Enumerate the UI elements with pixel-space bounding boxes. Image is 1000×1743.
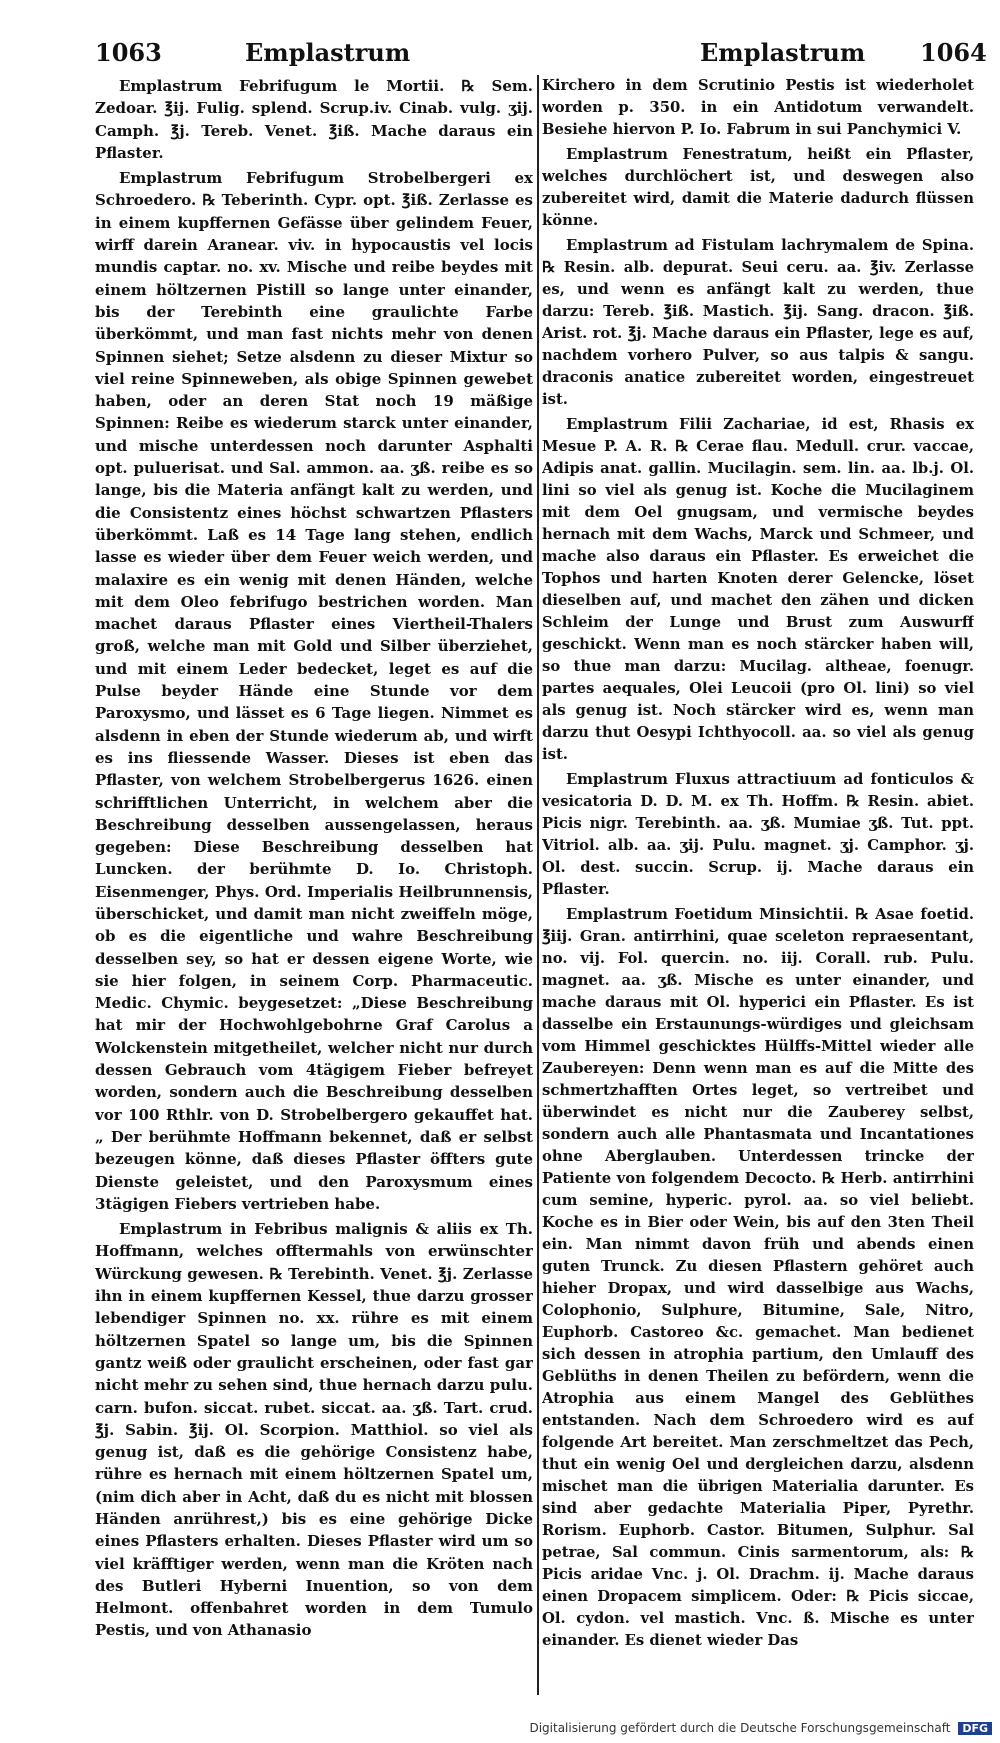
page-number-right: 1064 [920, 38, 987, 67]
page-number-left: 1063 [95, 38, 162, 67]
entry-paragraph: Emplastrum Febrifugum le Mortii. ℞ Sem. Zedoar. ℥ij. Fulig. splend. Scrup.iv. Cinab. vulg. ʒij. Camph. ℥j. Tereb. Venet. ℥iß. Mache daraus ein Pflaster. [95, 77, 533, 162]
running-title-left: Emplastrum [245, 38, 411, 67]
digitization-credit [529, 1721, 992, 1735]
dfg-logo: DFG [958, 1722, 992, 1735]
entry-paragraph: Emplastrum Foetidum Minsichtii. ℞ Asae foetid. ℥iij. Gran. antirrhini, quae sceleton repraesentant, no. vij. Fol. quercin. no. iij. Corall. rub. Pulu. magnet. aa. ʒß. Mische es unter einander, und mache daraus mit Ol. hyperici ein Pflaster. Es ist dasselbe ein Erstaunungs-würdiges und gleichsam vom Himmel geschicktes Hülffs-Mittel wieder alle Zaubereyen: Denn wenn man es auf die Mitte des schmertzhafften Ortes leget, so vertreibet und überwindet es nicht nur die Zauberey selbst, sondern auch alle Phantasmata und Incantationes ohne Aberglauben. Unterdessen trincke der Patiente von folgendem Decocto. ℞ Herb. antirrhini cum semine, hyperic. pyrol. aa. so viel beliebt. Koche es in Bier oder Wein, bis auf den 3ten Theil ein. Man nimmt davon früh und abends einen guten Trunck. Zu diesen Pflastern gehöret auch hieher Dropax, und wird dasselbige aus Wachs, Colophonio, Sulphure, Bitumine, Sale, Nitro, Euphorb. Castoreo &c. gemachet. Man bedienet sich dessen in atrophia partium, den Umlauff des Geblüths in denen Theilen zu befördern, wenn die Atrophia aus einem Mangel des Geblüthes entstanden. Nach dem Schroedero wird es auf folgende Art bereitet. Man zerschmeltzet das Pech, thut ein wenig Oel und dergleichen darzu, alsdenn mischet man die übrigen Materialia darunter. Es sind aber gedachte Materialia Piper, Pyrethr. Rorism. Euphorb. Castor. Bitumen, Sulphur. Sal petrae, Sal commun. Cinis sarmentorum, als: ℞ Picis aridae Vnc. j. Ol. Drachm. ij. Mache daraus einen Dropacem simplicem. Oder: ℞ Picis siccae, Ol. cydon. vel mastich. Vnc. ß. Mische es unter einander. Es dienet wieder Das [542, 906, 974, 1649]
entry-paragraph: Emplastrum in Febribus malignis & aliis ex Th. Hoffmann, welches offtermahls von erwünschter Würckung gewesen. ℞ Terebinth. Venet. ℥j. Zerlasse ihn in einem kupffernen Kessel, thue darzu grosser lebendiger Spinnen no. xx. rühre es mit einem höltzernen Spatel so lange um, bis die Spinnen gantz weiß oder graulicht erscheinen, oder fast gar nicht mehr zu sehen sind, thue hernach darzu pulu. carn. bufon. siccat. rubet. siccat. aa. ʒß. Tart. crud. ℥j. Sabin. ℥ij. Ol. Scorpion. Matthiol. so viel als genug ist, daß es die gehörige Consistenz habe, rühre es hernach mit einem höltzernen Spatel um, (nim dich aber in Acht, daß du es nicht mit blossen Händen anrührest,) bis es eine gehörige Dicke eines Pflasters erhalten. Dieses Pflaster wird um so viel kräfftiger werden, wenn man die Kröten nach des Butleri Hyberni Inuention, so von dem Helmont. offenbahret worden in dem Tumulo Pestis, und von Athanasio [95, 1220, 533, 1640]
left-column [95, 75, 533, 1675]
entry-paragraph: Emplastrum Filii Zachariae, id est, Rhasis ex Mesue P. A. R. ℞ Cerae flau. Medull. crur. vaccae, Adipis anat. gallin. Mucilagin. sem. lin. aa. lb.j. Ol. lini so viel als genug ist. Koche die Mucilaginem mit dem Oel gnugsam, und vermische beydes hernach mit dem Wachs, Marck und Schmeer, und mache also daraus ein Pflaster. Es erweichet die Tophos und harten Knoten derer Gelencke, löset dieselben auf, und machet den zähen und dicken Schleim der Lunge und Brust zum Auswurff geschickt. Wenn man es noch stärcker haben will, so thue man darzu: Mucilag. altheae, foenugr. partes aequales, Olei Leucoii (pro Ol. lini) so viel als genug ist. Noch stärcker wird es, wenn man darzu thut Oesypi Ichthyocoll. aa. so viel als genug ist. [542, 416, 974, 763]
entry-paragraph: Kirchero in dem Scrutinio Pestis ist wiederholet worden p. 350. in ein Antidotum verwandelt. Besiehe hiervon P. Io. Fabrum in sui Panchymici V. [542, 77, 974, 138]
entry-paragraph: Emplastrum Fluxus attractiuum ad fonticulos & vesicatoria D. D. M. ex Th. Hoffm. ℞ Resin. abiet. Picis nigr. Terebinth. aa. ʒß. Mumiae ʒß. Tut. ppt. Vitriol. alb. aa. ʒij. Pulu. magnet. ʒj. Camphor. ʒj. Ol. dest. succin. Scrup. ij. Mache daraus ein Pflaster. [542, 771, 974, 898]
credit-text: Digitalisierung gefördert durch die Deutsche Forschungsgemeinschaft [529, 1721, 951, 1735]
column-divider [537, 75, 539, 1695]
entry-paragraph: Emplastrum Febrifugum Strobelbergeri ex Schroedero. ℞ Teberinth. Cypr. opt. ℥iß. Zerlasse es in einem kupffernen Gefässe über gelindem Feuer, wirff darein Aranear. viv. in hypocaustis vel locis mundis captar. no. xv. Mische und reibe beydes mit einem höltzernen Pistill so lange unter einander, bis der Terebinth eine graulichte Farbe überkömmt, und man fast nichts mehr von denen Spinnen siehet; Setze alsdenn zu dieser Mixtur so viel reine Spinneweben, als obige Spinnen gewebet haben, oder an deren Stat noch 19 mäßige Spinnen: Reibe es wiederum starck unter einander, und mische unterdessen noch darunter Asphalti opt. puluerisat. und Sal. ammon. aa. ʒß. reibe es so lange, bis die Materia anfängt kalt zu werden, und die Consistentz eines höchst schwartzen Pflasters überkömmt. Laß es 14 Tage lang stehen, endlich lasse es wieder über dem Feuer weich werden, und malaxire es ein wenig mit denen Händen, welche mit dem Oleo febrifugo bestrichen worden. Man machet daraus Pflaster eines Viertheil-Thalers groß, welche man mit Gold und Silber überziehet, und mit einem Leder bedecket, leget es auf die Pulse beyder Hände eine Stunde vor dem Paroxysmo, und lässet es 6 Tage liegen. Nimmet es alsdenn in eben der Stunde wiederum ab, und wirft es ins fliessende Wasser. Dieses ist eben das Pflaster, von welchem Strobelbergerus 1626. einen schrifftlichen Unterricht, in welchem aber die Beschreibung desselben aussengelassen, heraus gegeben: Diese Beschreibung desselben hat Luncken. der berühmte D. Io. Christoph. Eisenmenger, Phys. Ord. Imperialis Heilbrunnensis, überschicket, und damit man nicht zweiffeln möge, ob es die eigentliche und wahre Beschreibung desselben sey, so hat er dessen eigene Worte, wie sie hier folgen, in seinem Corp. Pharmaceutic. Medic. Chymic. beygesetzet: „Diese Beschreibung hat mir der Hochwohlgebohrne Graf Carolus a Wolckenstein mitgetheilet, welcher nicht nur durch dessen Gebrauch vom 4tägigem Fieber befreyet worden, sondern auch die Beschreibung desselben vor 100 Rthlr. von D. Strobelbergero gekauffet hat.„ Der berühmte Hoffmann bekennet, daß er selbst bezeugen könne, daß dieses Pflaster öffters gute Dienste geleistet, und den Paroxysmum eines 3tägigen Fiebers vertrieben habe. [95, 169, 533, 1213]
entry-paragraph: Emplastrum Fenestratum, heißt ein Pflaster, welches durchlöchert ist, und deswegen also zubereitet wird, damit die Materie dadurch flüssen könne. [542, 146, 974, 229]
entry-paragraph: Emplastrum ad Fistulam lachrymalem de Spina. ℞ Resin. alb. depurat. Seui ceru. aa. ℥iv. Zerlasse es, und wenn es anfängt kalt zu werden, thue darzu: Tereb. ℥iß. Mastich. ℥ij. Sang. dracon. ℥iß. Arist. rot. ℥j. Mache daraus ein Pflaster, lege es auf, nachdem vorhero Pulver, so aus talpis & sangu. draconis anatice zubereitet worden, eingestreuet ist. [542, 237, 974, 408]
running-title-right: Emplastrum [700, 38, 866, 67]
right-column [542, 75, 974, 1675]
